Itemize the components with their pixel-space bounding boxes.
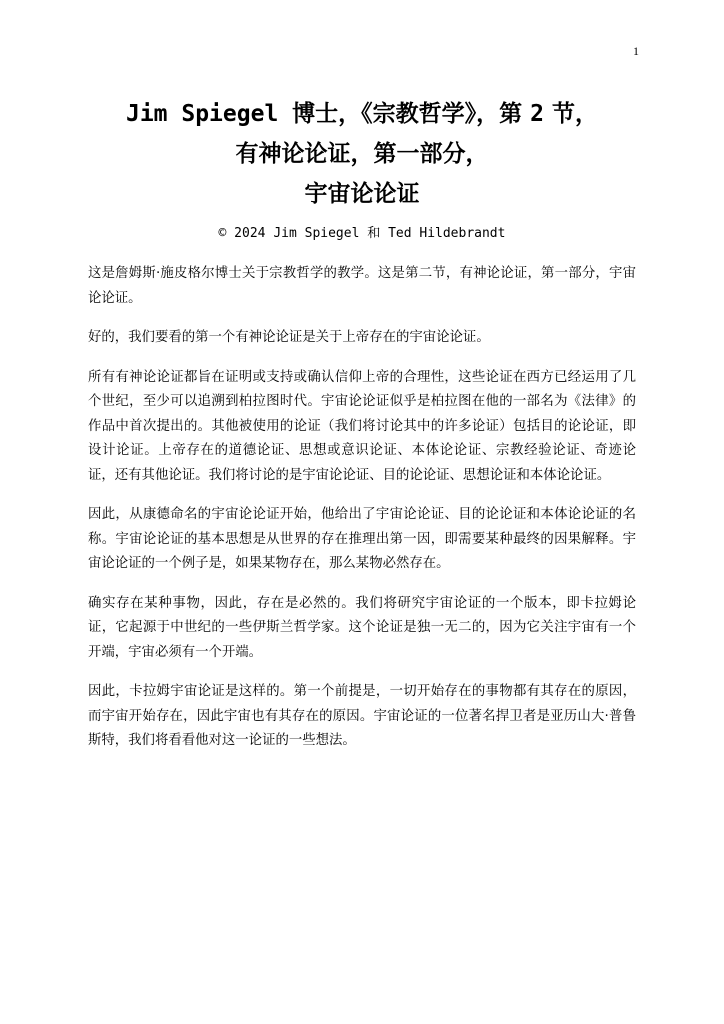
- document-body: [88, 262, 636, 769]
- title-line-1: [88, 94, 636, 134]
- title-line-2: 有神论论证，第一部分，: [235, 141, 489, 167]
- title-author-name: Jim Spiegel: [125, 101, 293, 127]
- paragraph: 确实存在某种事物，因此，存在是必然的。我们将研究宇宙论证的一个版本，即卡拉姆论证，它起源于中世纪的一些伊斯兰哲学家。这个论证是独一无二的，因为它关注宇宙有一个开端，宇宙必须有一个开端。: [88, 595, 636, 660]
- paragraph: 因此，从康德命名的宇宙论论证开始，他给出了宇宙论论证、目的论论证和本体论论证的名称。宇宙论论证的基本思想是从世界的存在推理出第一因，即需要某种最终的因果解释。宇宙论论证的一个例子是，如果某物存在，那么某物必然存在。: [88, 507, 636, 571]
- document-title: [88, 94, 636, 214]
- title-line-3: 宇宙论论证: [304, 181, 420, 207]
- page-number: 1: [633, 44, 639, 58]
- title-session-suffix: 节，: [544, 101, 599, 127]
- title-session-number: 2: [530, 101, 545, 127]
- paragraph: 好的，我们要看的第一个有神论论证是关于上帝存在的宇宙论论证。: [88, 330, 490, 345]
- paragraph: 因此，卡拉姆宇宙论证是这样的。第一个前提是，一切开始存在的事物都有其存在的原因，而宇宙开始存在，因此宇宙也有其存在的原因。宇宙论证的一位著名捍卫者是亚历山大·普鲁斯特，我们将看看他对这一论证的一些想法。: [88, 684, 636, 748]
- copyright-line: © 2024 Jim Spiegel 和 Ted Hildebrandt: [218, 226, 506, 241]
- paragraph: 这是詹姆斯·施皮格尔博士关于宗教哲学的教学。这是第二节，有神论论证，第一部分，宇宙论论证。: [88, 266, 636, 306]
- paragraph: 所有有神论论证都旨在证明或支持或确认信仰上帝的合理性，这些论证在西方已经运用了几个世纪，至少可以追溯到柏拉图时代。宇宙论论证似乎是柏拉图在他的一部名为《法律》的作品中首次提出的。其他被使用的论证（我们将讨论其中的许多论证）包括目的论论证，即设计论证。上帝存在的道德论证、思想或意识论证、本体论论证、宗教经验论证、奇迹论证，还有其他论证。我们将讨论的是宇宙论论证、目的论论证、思想论证和本体论论证。: [88, 369, 636, 483]
- title-course-name: 博士，《宗教哲学》，第: [292, 101, 531, 127]
